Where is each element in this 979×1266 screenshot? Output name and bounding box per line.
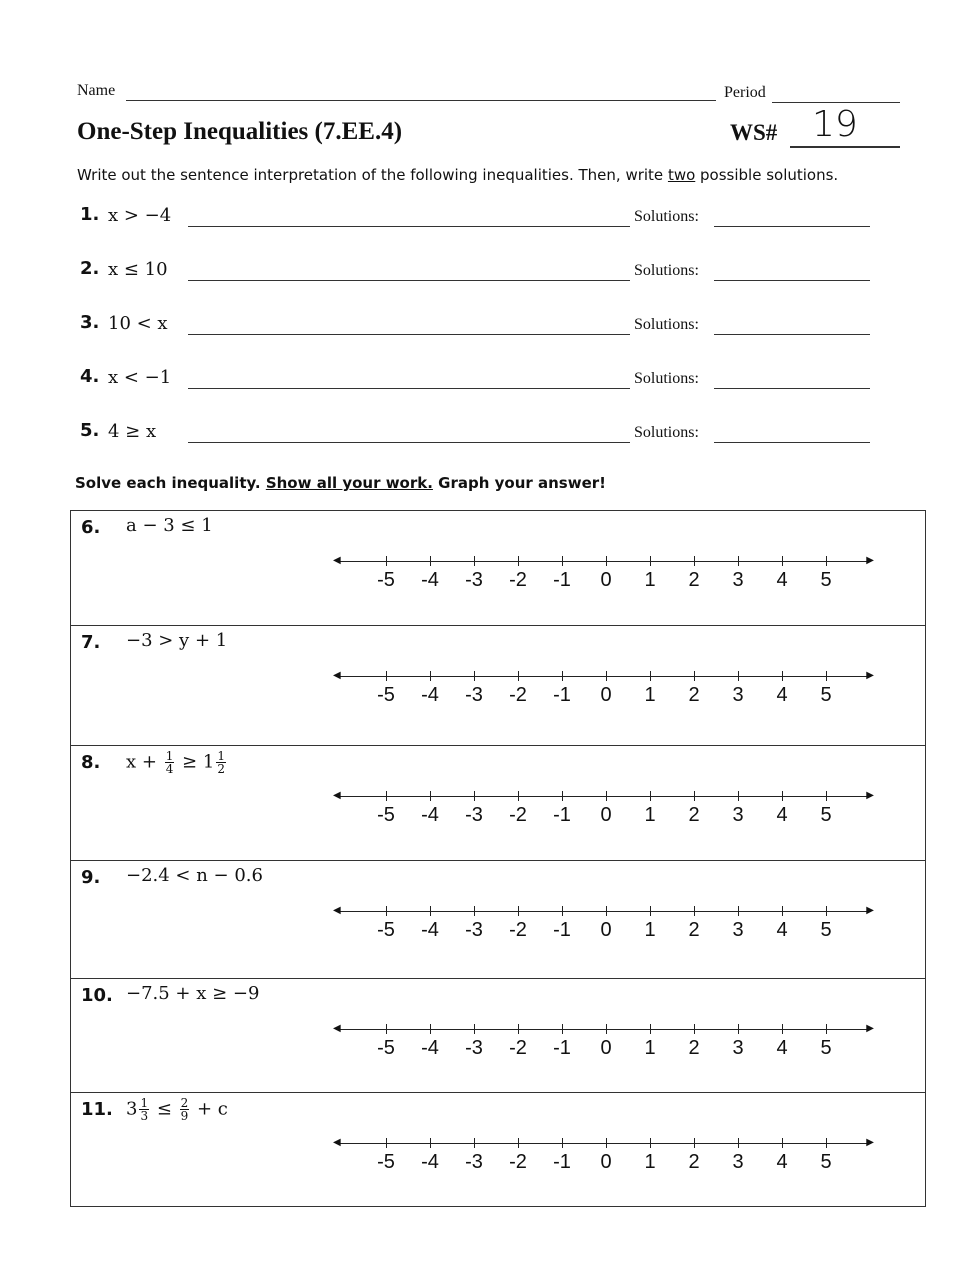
tick-mark [694,906,695,916]
tick-mark [650,791,651,801]
tick-mark [518,791,519,801]
tick-label: -3 [465,569,483,591]
tick-label: -2 [509,1037,527,1059]
arrow-right-icon: ▶ [866,1137,874,1148]
tick-mark [430,556,431,566]
tick-label: -5 [377,804,395,826]
tick-mark [430,671,431,681]
item-expression: 10 < x [108,313,168,334]
tick-mark [430,906,431,916]
solutions-label: Solutions: [634,208,699,225]
tick-label: -1 [553,919,571,941]
tick-label: 1 [644,919,656,941]
tick-mark [826,906,827,916]
tick-mark [606,1024,607,1034]
solutions-label: Solutions: [634,370,699,387]
solutions-field[interactable] [714,226,870,227]
tick-mark [562,1138,563,1148]
item-number: 5. [80,420,100,441]
tick-mark [650,671,651,681]
ws-field[interactable] [790,146,900,148]
numerator: 1 [140,1096,149,1110]
arrow-left-icon: ◀ [333,1137,341,1148]
tick-label: 4 [776,1037,788,1059]
tick-label: 5 [820,684,832,706]
solutions-label: Solutions: [634,316,699,333]
fraction [165,750,175,775]
ws-label: WS# [730,120,778,145]
tick-label: 5 [820,1037,832,1059]
instr-text: Graph your answer! [432,474,607,492]
number-line[interactable] [333,666,874,706]
tick-label: 5 [820,919,832,941]
tick-label: -5 [377,919,395,941]
tick-mark [606,1138,607,1148]
tick-mark [386,791,387,801]
tick-mark [782,1024,783,1034]
tick-label: 3 [732,684,744,706]
tick-mark [738,671,739,681]
item-expression: x > −4 [108,205,172,226]
problem-number: 7. [81,632,101,653]
tick-mark [782,671,783,681]
instr-underlined: two [667,166,696,184]
tick-mark [694,671,695,681]
tick-mark [650,1024,651,1034]
solutions-field[interactable] [714,388,870,389]
numerator: 1 [165,749,174,763]
expr-text: −3 > y + 1 [126,630,228,651]
problem-expression [126,750,228,775]
arrow-left-icon: ◀ [333,670,341,681]
tick-label: 1 [644,684,656,706]
tick-label: -1 [553,569,571,591]
tick-mark [738,1138,739,1148]
tick-label: 5 [820,1151,832,1173]
item-expression: x ≤ 10 [108,259,168,280]
tick-mark [562,556,563,566]
tick-label: -3 [465,919,483,941]
tick-mark [518,556,519,566]
instr-underlined: Show all your work. [265,474,433,492]
tick-label: 0 [600,569,612,591]
tick-label: 4 [776,1151,788,1173]
tick-mark [826,1024,827,1034]
expr-text: ≤ [151,1098,178,1120]
tick-label: -3 [465,1151,483,1173]
tick-label: -2 [509,684,527,706]
arrow-left-icon: ◀ [333,1023,341,1034]
tick-label: -4 [421,804,439,826]
fraction [139,1097,149,1122]
tick-label: -3 [465,1037,483,1059]
tick-mark [606,671,607,681]
problem-box [70,978,926,1093]
numerator: 2 [180,1096,189,1110]
problem-expression [126,515,213,536]
problem-expression [126,630,227,651]
tick-mark [562,906,563,916]
name-label: Name [77,82,116,99]
solutions-field[interactable] [714,334,870,335]
tick-mark [650,1138,651,1148]
number-line-axis [336,676,871,677]
sentence-field[interactable] [188,442,630,443]
name-field[interactable] [126,100,716,101]
problem-number: 9. [81,867,101,888]
tick-label: -4 [421,1037,439,1059]
tick-label: -2 [509,919,527,941]
tick-label: 4 [776,569,788,591]
period-label: Period [724,84,766,101]
period-field[interactable] [772,102,900,103]
tick-label: -4 [421,1151,439,1173]
tick-mark [474,791,475,801]
tick-mark [562,671,563,681]
tick-label: 3 [732,1151,744,1173]
arrow-left-icon: ◀ [333,905,341,916]
tick-label: 5 [820,569,832,591]
tick-label: -1 [553,1151,571,1173]
tick-mark [738,791,739,801]
item-expression: 4 ≥ x [108,421,157,442]
tick-mark [738,556,739,566]
denominator: 9 [180,1109,189,1123]
expr-text: a − 3 ≤ 1 [126,515,213,536]
tick-mark [826,791,827,801]
tick-label: 0 [600,1037,612,1059]
tick-mark [386,671,387,681]
tick-mark [826,556,827,566]
arrow-right-icon: ▶ [866,555,874,566]
tick-mark [738,1024,739,1034]
tick-mark [606,791,607,801]
tick-mark [606,556,607,566]
expr-text: −7.5 + x ≥ −9 [126,983,260,1004]
tick-label: 2 [688,1037,700,1059]
sentence-field[interactable] [188,334,630,335]
item-number: 4. [80,366,100,387]
tick-mark [518,1138,519,1148]
tick-mark [474,671,475,681]
sentence-field[interactable] [188,388,630,389]
tick-label: -1 [553,684,571,706]
solutions-field[interactable] [714,280,870,281]
tick-label: 1 [644,804,656,826]
number-line[interactable] [333,786,874,826]
tick-mark [474,906,475,916]
number-line[interactable] [333,1019,874,1059]
tick-label: -4 [421,919,439,941]
problem-expression [126,983,259,1004]
expr-text: + c [191,1098,228,1120]
number-line-axis [336,561,871,562]
tick-mark [386,1138,387,1148]
problem-number: 6. [81,517,101,538]
tick-label: 3 [732,1037,744,1059]
tick-label: -2 [509,569,527,591]
tick-mark [386,556,387,566]
tick-label: -3 [465,684,483,706]
tick-mark [386,906,387,916]
sentence-field[interactable] [188,280,630,281]
solutions-label: Solutions: [634,424,699,441]
tick-label: 2 [688,1151,700,1173]
tick-label: -2 [509,1151,527,1173]
tick-label: 3 [732,569,744,591]
tick-label: -4 [421,569,439,591]
tick-mark [474,1138,475,1148]
tick-label: -3 [465,804,483,826]
expr-text: x + [126,751,163,773]
tick-mark [606,906,607,916]
number-line-axis [336,796,871,797]
solutions-label: Solutions: [634,262,699,279]
tick-mark [694,1024,695,1034]
tick-label: -4 [421,684,439,706]
tick-label: 4 [776,684,788,706]
item-number: 3. [80,312,100,333]
instr-text: Solve each inequality. [75,474,266,492]
item-number: 2. [80,258,100,279]
tick-mark [826,1138,827,1148]
problem-box [70,625,926,746]
denominator: 4 [165,762,174,776]
tick-mark [782,1138,783,1148]
tick-label: 4 [776,919,788,941]
tick-label: 1 [644,569,656,591]
fraction [216,750,226,775]
solutions-field[interactable] [714,442,870,443]
tick-label: -5 [377,569,395,591]
fraction [180,1097,190,1122]
tick-label: 3 [732,804,744,826]
arrow-left-icon: ◀ [333,790,341,801]
tick-mark [738,906,739,916]
expr-text: −2.4 < n − 0.6 [126,865,263,886]
tick-mark [518,906,519,916]
part2-instructions [75,474,606,492]
arrow-right-icon: ▶ [866,1023,874,1034]
tick-mark [430,1138,431,1148]
sentence-field[interactable] [188,226,630,227]
denominator: 3 [140,1109,149,1123]
tick-label: 4 [776,804,788,826]
tick-label: 5 [820,804,832,826]
tick-label: 2 [688,804,700,826]
tick-mark [694,556,695,566]
number-line-axis [336,911,871,912]
tick-mark [826,671,827,681]
problem-box [70,510,926,626]
tick-mark [562,1024,563,1034]
tick-label: 2 [688,684,700,706]
problem-number: 10. [81,985,113,1006]
page-title: One-Step Inequalities (7.EE.4) [77,118,403,145]
tick-label: -1 [553,804,571,826]
problem-expression [126,1097,228,1122]
tick-mark [694,791,695,801]
tick-label: 0 [600,1151,612,1173]
arrow-right-icon: ▶ [866,670,874,681]
tick-label: 1 [644,1151,656,1173]
tick-label: 0 [600,804,612,826]
instr-text: Write out the sentence interpretation of the following inequalities. Then, write [77,166,668,184]
tick-label: -2 [509,804,527,826]
tick-mark [650,906,651,916]
number-line[interactable] [333,901,874,941]
number-line[interactable] [333,1133,874,1173]
tick-label: -5 [377,684,395,706]
number-line-axis [336,1029,871,1030]
numerator: 1 [217,749,225,763]
tick-mark [386,1024,387,1034]
tick-label: 1 [644,1037,656,1059]
arrow-left-icon: ◀ [333,555,341,566]
tick-label: 2 [688,569,700,591]
problem-box [70,1092,926,1207]
ws-number-handwritten: 19 [812,104,858,145]
item-number: 1. [80,204,100,225]
tick-mark [518,671,519,681]
tick-label: 0 [600,684,612,706]
tick-mark [430,1024,431,1034]
problem-number: 11. [81,1099,113,1120]
arrow-right-icon: ▶ [866,905,874,916]
instr-text: possible solutions. [695,166,839,184]
tick-mark [782,906,783,916]
tick-mark [430,791,431,801]
tick-mark [782,791,783,801]
tick-label: -5 [377,1037,395,1059]
tick-mark [474,556,475,566]
tick-mark [650,556,651,566]
tick-mark [518,1024,519,1034]
tick-mark [474,1024,475,1034]
tick-mark [782,556,783,566]
problem-number: 8. [81,752,101,773]
item-expression: x < −1 [108,367,172,388]
tick-mark [562,791,563,801]
expr-text: ≥ 1 [176,751,215,773]
tick-label: -5 [377,1151,395,1173]
tick-label: 0 [600,919,612,941]
tick-label: -1 [553,1037,571,1059]
tick-mark [694,1138,695,1148]
problem-box [70,745,926,861]
expr-text: 3 [126,1098,138,1120]
tick-label: 2 [688,919,700,941]
part1-instructions [77,166,838,184]
number-line-axis [336,1143,871,1144]
number-line[interactable] [333,551,874,591]
denominator: 2 [217,762,225,776]
tick-label: 3 [732,919,744,941]
problem-expression [126,865,263,886]
problem-box [70,860,926,979]
arrow-right-icon: ▶ [866,790,874,801]
